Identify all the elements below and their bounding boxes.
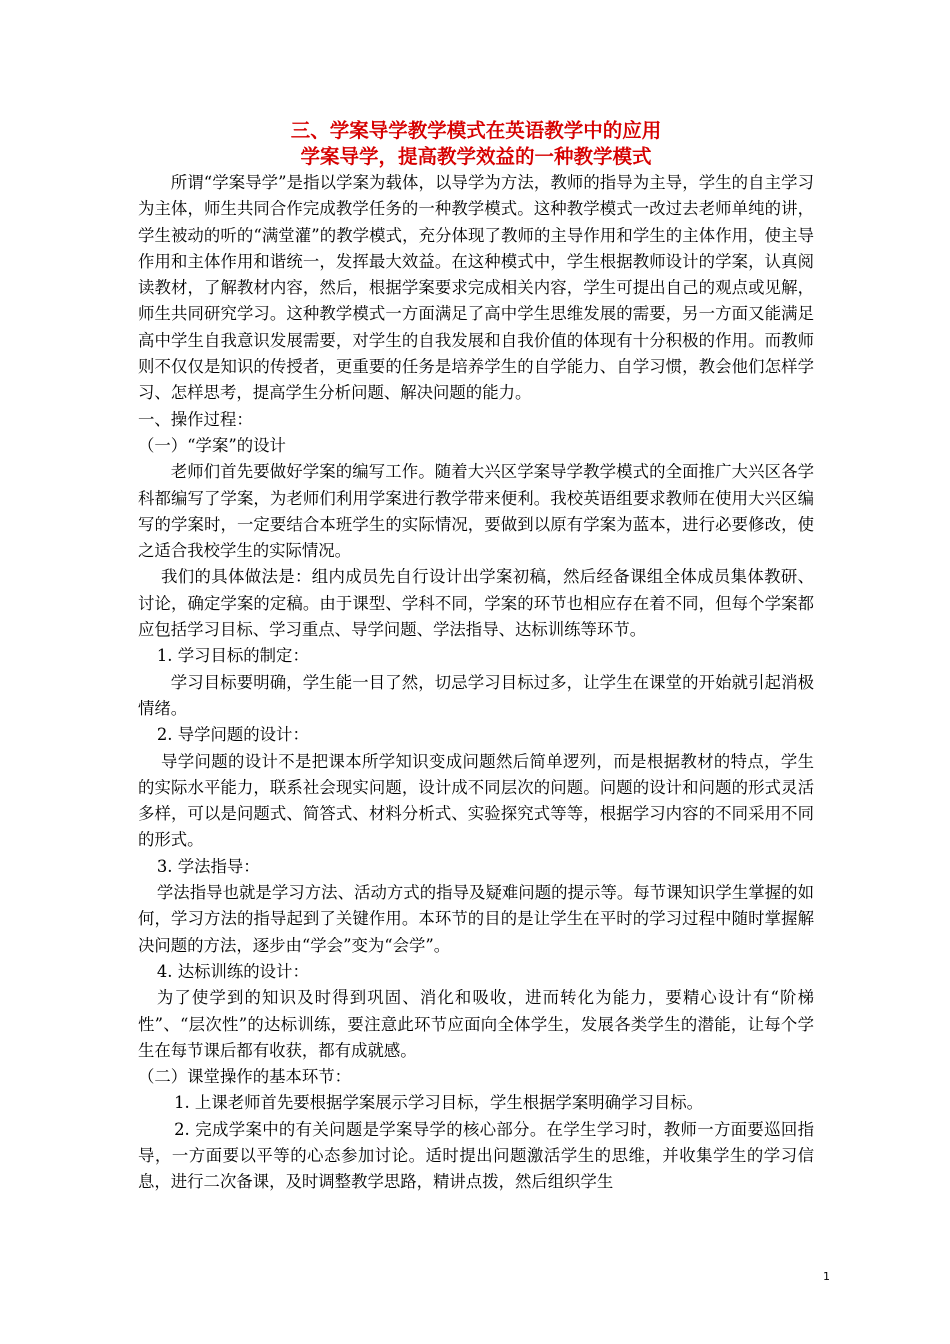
title-line-1: 三、学案导学教学模式在英语教学中的应用 [290, 119, 662, 142]
item-1-heading: 1. 学习目标的制定： [156, 646, 309, 666]
subsection-1-paragraph-1: 老师们首先要做好学案的编写工作。随着大兴区学案导学教学模式的全面推广大兴区各学科都编写了学案，为老师们利用学案进行教学带来便利。我校英语组要求教师在使用大兴区编写的学案时，一定要结合本班学生的实际情况，要做到以原有学案为蓝本，进行必要修改，使之适合我校学生的实际情况。 [138, 462, 814, 561]
title-line-2: 学案导学，提高教学效益的一种教学模式 [300, 145, 652, 168]
item-2-heading: 2. 导学问题的设计： [156, 725, 309, 745]
item-2-text: 导学问题的设计不是把课本所学知识变成问题然后简单逻列，而是根据教材的特点，学生的实际水平能力，联系社会现实问题，设计成不同层次的问题。问题的设计和问题的形式灵活多样，可以是问题式、简答式、材料分析式、实验探究式等等，根据学习内容的不同采用不同的形式。 [138, 751, 814, 850]
step-1: 1. 上课老师首先要根据学案展示学习目标，学生根据学案明确学习目标。 [174, 1093, 704, 1113]
subsection-2-heading: （二）课堂操作的基本环节： [138, 1067, 352, 1087]
page-number: 1 [823, 1270, 830, 1283]
item-3-heading: 3. 学法指导： [156, 856, 260, 876]
intro-paragraph: 所谓“学案导学”是指以学案为载体，以导学为方法，教师的指导为主导，学生的自主学习为主体，师生共同合作完成教学任务的一种教学模式。这种教学模式一改过去老师单纯的讲，学生被动的听的“满堂灌”的教学模式，充分体现了教师的主导作用和学生的主体作用，使主导作用和主体作用和谐统一，发挥最大效益。在这种模式中，学生根据教师设计的学案，认真阅读教材，了解教材内容，然后，根据学案要求完成相关内容，学生可提出自己的观点或见解，师生共同研究学习。这种教学模式一方面满足了高中学生思维发展的需要，另一方面又能满足高中学生自我意识发展需要，对学生的自我发展和自我价值的体现有十分积极的作用。而教师则不仅仅是知识的传授者，更重要的任务是培养学生的自学能力、自学习惯，教会他们怎样学习、怎样思考，提高学生分析问题、解决问题的能力。 [138, 173, 814, 403]
step-2: 2. 完成学案中的有关问题是学案导学的核心部分。在学生学习时，教师一方面要巡回指导，一方面要以平等的心态参加讨论。适时提出问题激活学生的思维，并收集学生的学习信息，进行二次备课，及时调整教学思路，精讲点拨，然后组织学生 [138, 1119, 814, 1192]
subsection-1-paragraph-2: 我们的具体做法是：组内成员先自行设计出学案初稿，然后经备课组全体成员集体教研、讨论，确定学案的定稿。由于课型、学科不同，学案的环节也相应存在着不同，但每个学案都应包括学习目标、学习重点、导学问题、学法指导、达标训练等环节。 [138, 567, 814, 640]
section-1-heading: 一、操作过程： [138, 409, 253, 429]
item-4-text: 为了使学到的知识及时得到巩固、消化和吸收，进而转化为能力，要精心设计有“阶梯性”、“层次性”的达标训练，要注意此环节应面向全体学生，发展各类学生的潜能，让每个学生在每节课后都有收获，都有成就感。 [138, 988, 814, 1060]
item-4-heading: 4. 达标训练的设计： [156, 961, 309, 981]
document-body [138, 118, 814, 1196]
item-1-text: 学习目标要明确，学生能一目了然，切忌学习目标过多，让学生在课堂的开始就引起消极情绪。 [138, 672, 814, 718]
subsection-1-heading: （一）“学案”的设计 [138, 435, 286, 455]
item-3-text: 学法指导也就是学习方法、活动方式的指导及疑难问题的提示等。每节课知识学生掌握的如何，学习方法的指导起到了关键作用。本环节的目的是让学生在平时的学习过程中随时掌握解决问题的方法，逐步由“学会”变为“会学”。 [138, 883, 814, 955]
